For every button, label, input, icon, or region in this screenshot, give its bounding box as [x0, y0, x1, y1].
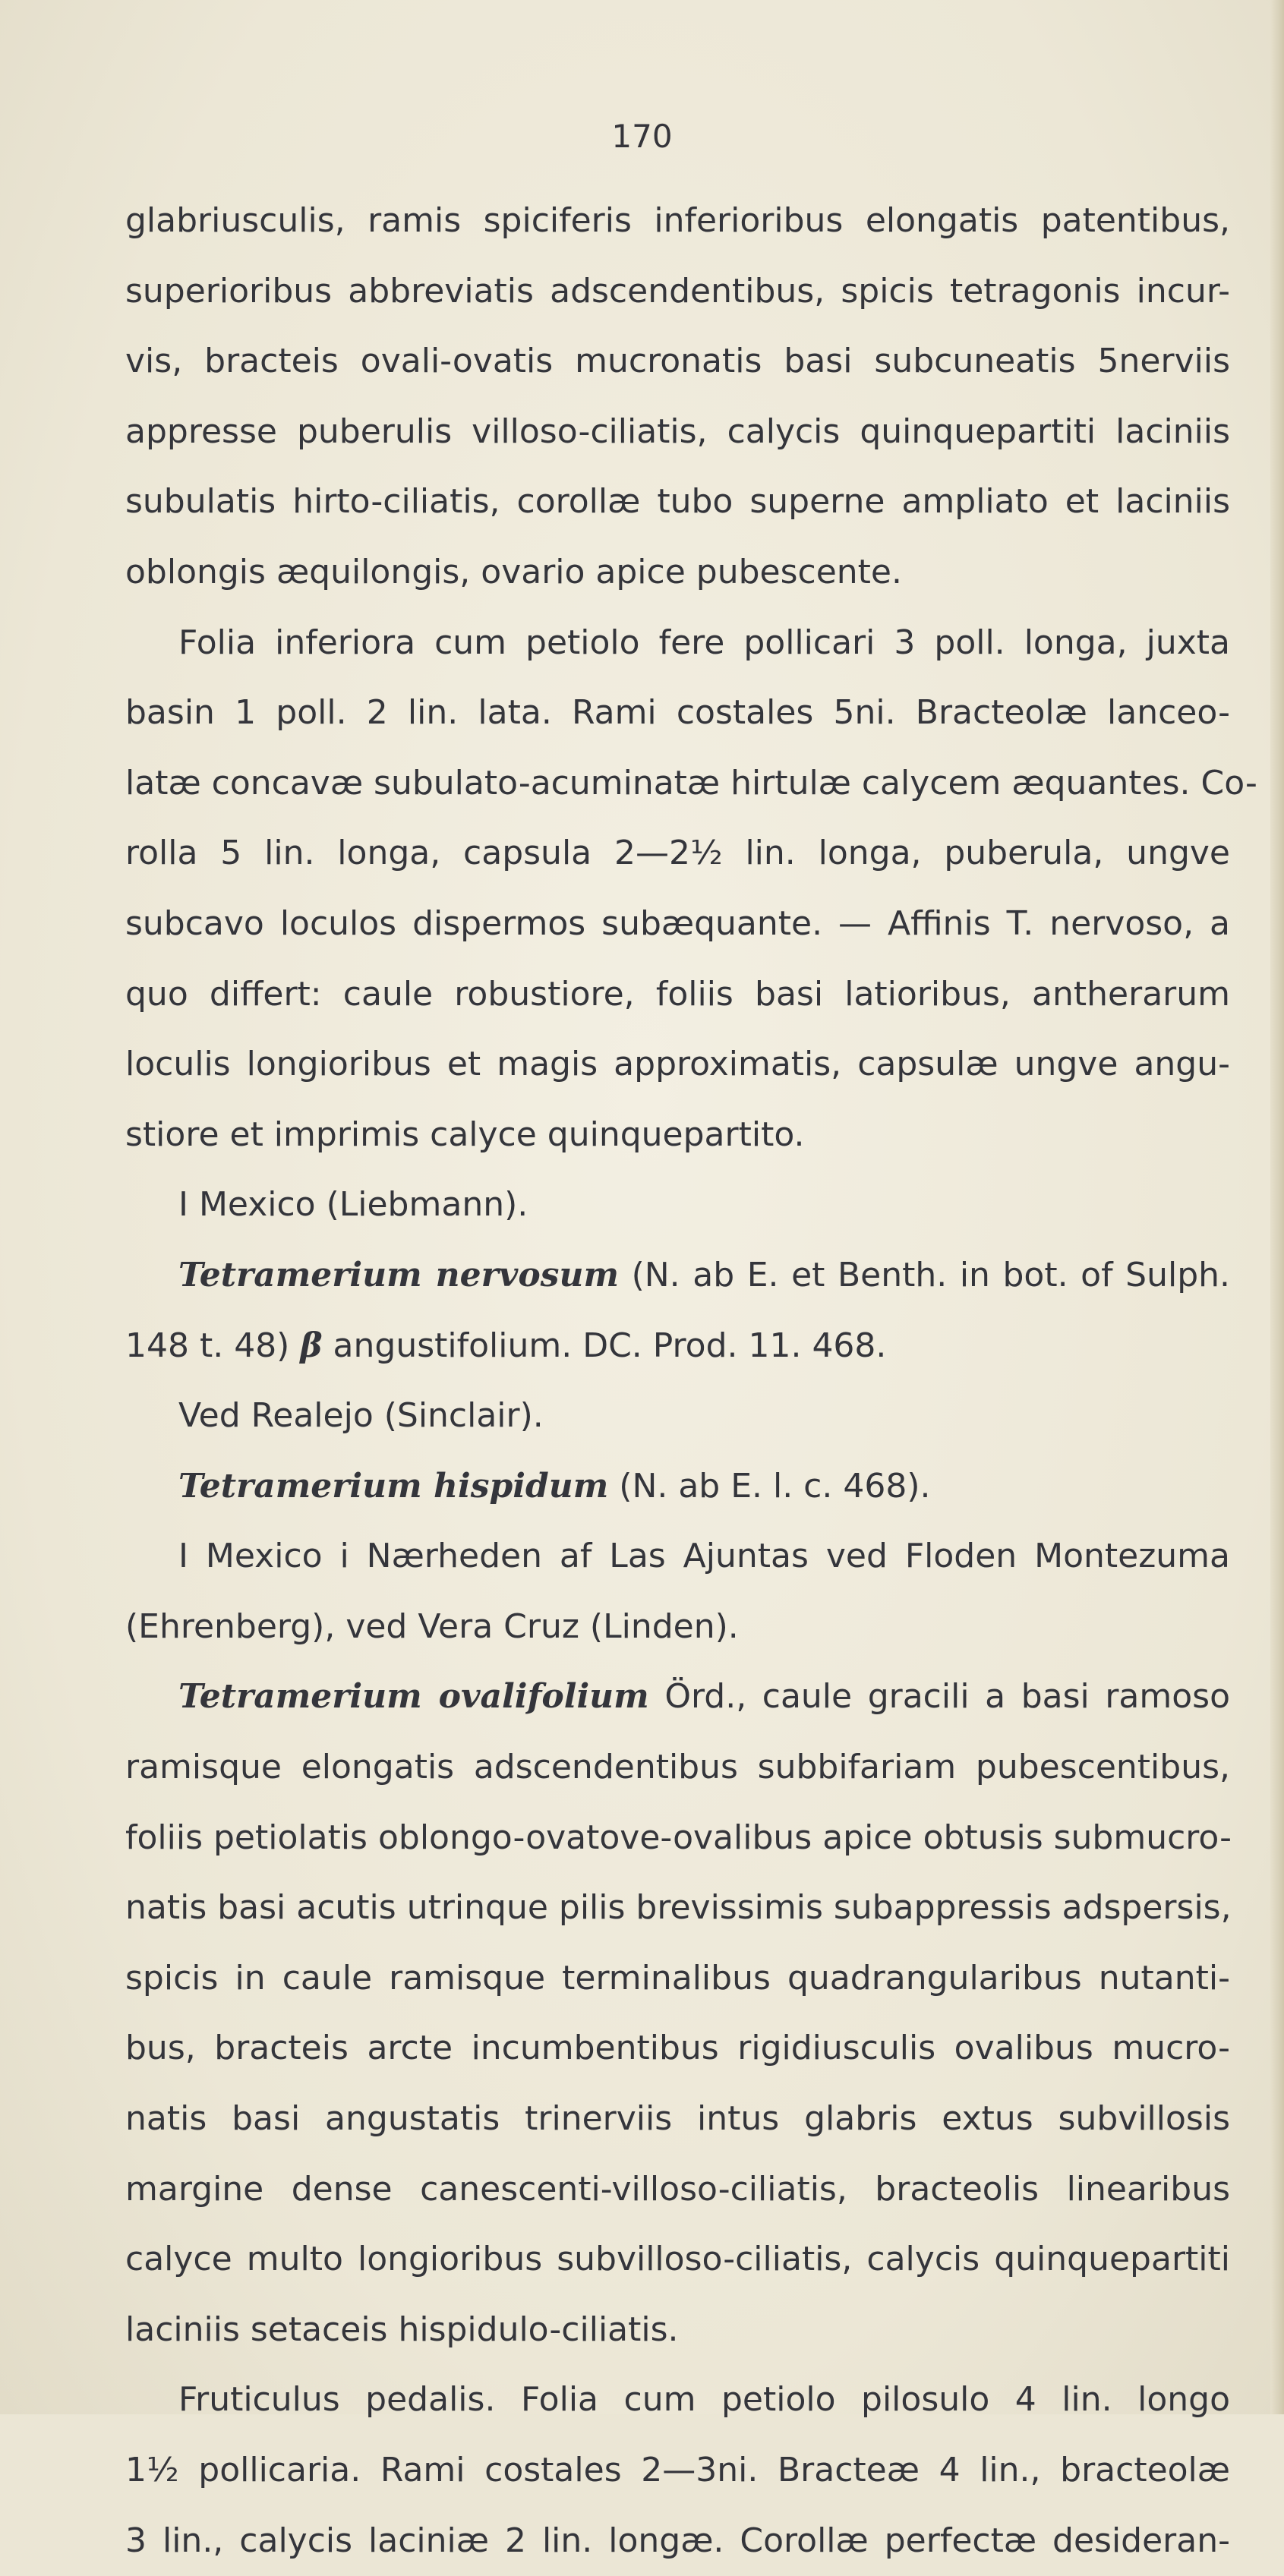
species-name: Tetramerium ovalifolium [178, 1677, 649, 1717]
text-line: bus, bracteis arcte incumbentibus rigidiusculis ovalibus mucro- [125, 2029, 1230, 2068]
locality-line: I Mexico i Nærheden af Las Ajuntas ved Floden Montezuma [178, 1537, 1230, 1576]
text-line: basin 1 poll. 2 lin. lata. Rami costales 5ni. Bracteolæ lanceo- [125, 693, 1230, 733]
citation-prefix: 148 t. 48) [125, 1326, 301, 1365]
text-line: margine dense canescenti-villoso-ciliatis, bracteolis linearibus [125, 2169, 1230, 2209]
species-heading [125, 1452, 1230, 1522]
locality-line: I Mexico (Liebmann). [178, 1185, 528, 1225]
text-line: superioribus abbreviatis adscendentibus, spicis tetragonis incur- [125, 271, 1230, 311]
species-name: Tetramerium hispidum [178, 1466, 609, 1506]
text-line: calyce multo longioribus subvilloso-ciliatis, calycis quinquepartiti [125, 2240, 1230, 2279]
text-line: spicis in caule ramisque terminalibus quadrangularibus nutanti- [125, 1958, 1230, 1997]
species-description: Örd., caule gracili a basi ramoso [648, 1677, 1230, 1717]
text-line: glabriusculis, ramis spiciferis inferioribus elongatis patentibus, [125, 201, 1230, 240]
text-line: (Ehrenberg), ved Vera Cruz (Linden). [125, 1606, 739, 1646]
page-edge [1270, 0, 1284, 2414]
species-name: Tetramerium nervosum [178, 1255, 620, 1294]
body-text [125, 186, 1257, 2576]
text-line [125, 1311, 1230, 1382]
text-line: stiore et imprimis calyce quinquepartito. [125, 1115, 805, 1154]
text-line: 3 lin., calycis laciniæ 2 lin. longæ. Corollæ perfectæ desideran- [125, 2521, 1230, 2560]
text-line: appresse puberulis villoso-ciliatis, calycis quinquepartiti laciniis [125, 411, 1230, 451]
species-heading [125, 1662, 1230, 1733]
text-line: oblongis æquilongis, ovario apice pubescente. [125, 552, 902, 591]
variety-symbol: β [300, 1326, 323, 1365]
page-number: 170 [611, 118, 673, 155]
text-line: latæ concavæ subulato-acuminatæ hirtulæ calycem æquantes. Co- [125, 763, 1257, 802]
text-line: subcavo loculos dispermos subæquante. — Affinis T. nervoso, a [125, 903, 1230, 943]
text-line: foliis petiolatis oblongo-ovatove-ovalibus apice obtusis submucro- [125, 1818, 1232, 1857]
text-line: ramisque elongatis adscendentibus subbifariam pubescentibus, [125, 1748, 1230, 1787]
text-line: natis basi acutis utrinque pilis brevissimis subappressis adspersis, [125, 1888, 1232, 1928]
text-line: Fruticulus pedalis. Folia cum petiolo pilosulo 4 lin. longo [178, 2380, 1230, 2420]
text-line: quo differt: caule robustiore, foliis basi latioribus, antherarum [125, 974, 1230, 1014]
text-line: Folia inferiora cum petiolo fere pollicari 3 poll. longa, juxta [178, 623, 1230, 662]
text-line: rolla 5 lin. longa, capsula 2—2½ lin. longa, puberula, ungve [125, 834, 1230, 873]
text-line: natis basi angustatis trinerviis intus glabris extus subvillosis [125, 2099, 1230, 2139]
text-line: 1½ pollicaria. Rami costales 2—3ni. Bracteæ 4 lin., bracteolæ [125, 2451, 1230, 2489]
text-line: loculis longioribus et magis approximatis, capsulæ ungve angu- [125, 1045, 1230, 1084]
citation-rest: angustifolium. DC. Prod. 11. 468. [322, 1326, 887, 1365]
species-citation: (N. ab E. l. c. 468). [608, 1466, 931, 1506]
locality-line: Ved Realejo (Sinclair). [178, 1396, 544, 1436]
text-line: vis, bracteis ovali-ovatis mucronatis basi subcuneatis 5nerviis [125, 342, 1230, 381]
text-line: laciniis setaceis hispidulo-ciliatis. [125, 2310, 679, 2349]
text-line: subulatis hirto-ciliatis, corollæ tubo superne ampliato et laciniis [125, 482, 1230, 522]
species-citation: (N. ab E. et Benth. in bot. of Sulph. [619, 1255, 1230, 1294]
species-heading [125, 1241, 1230, 1311]
